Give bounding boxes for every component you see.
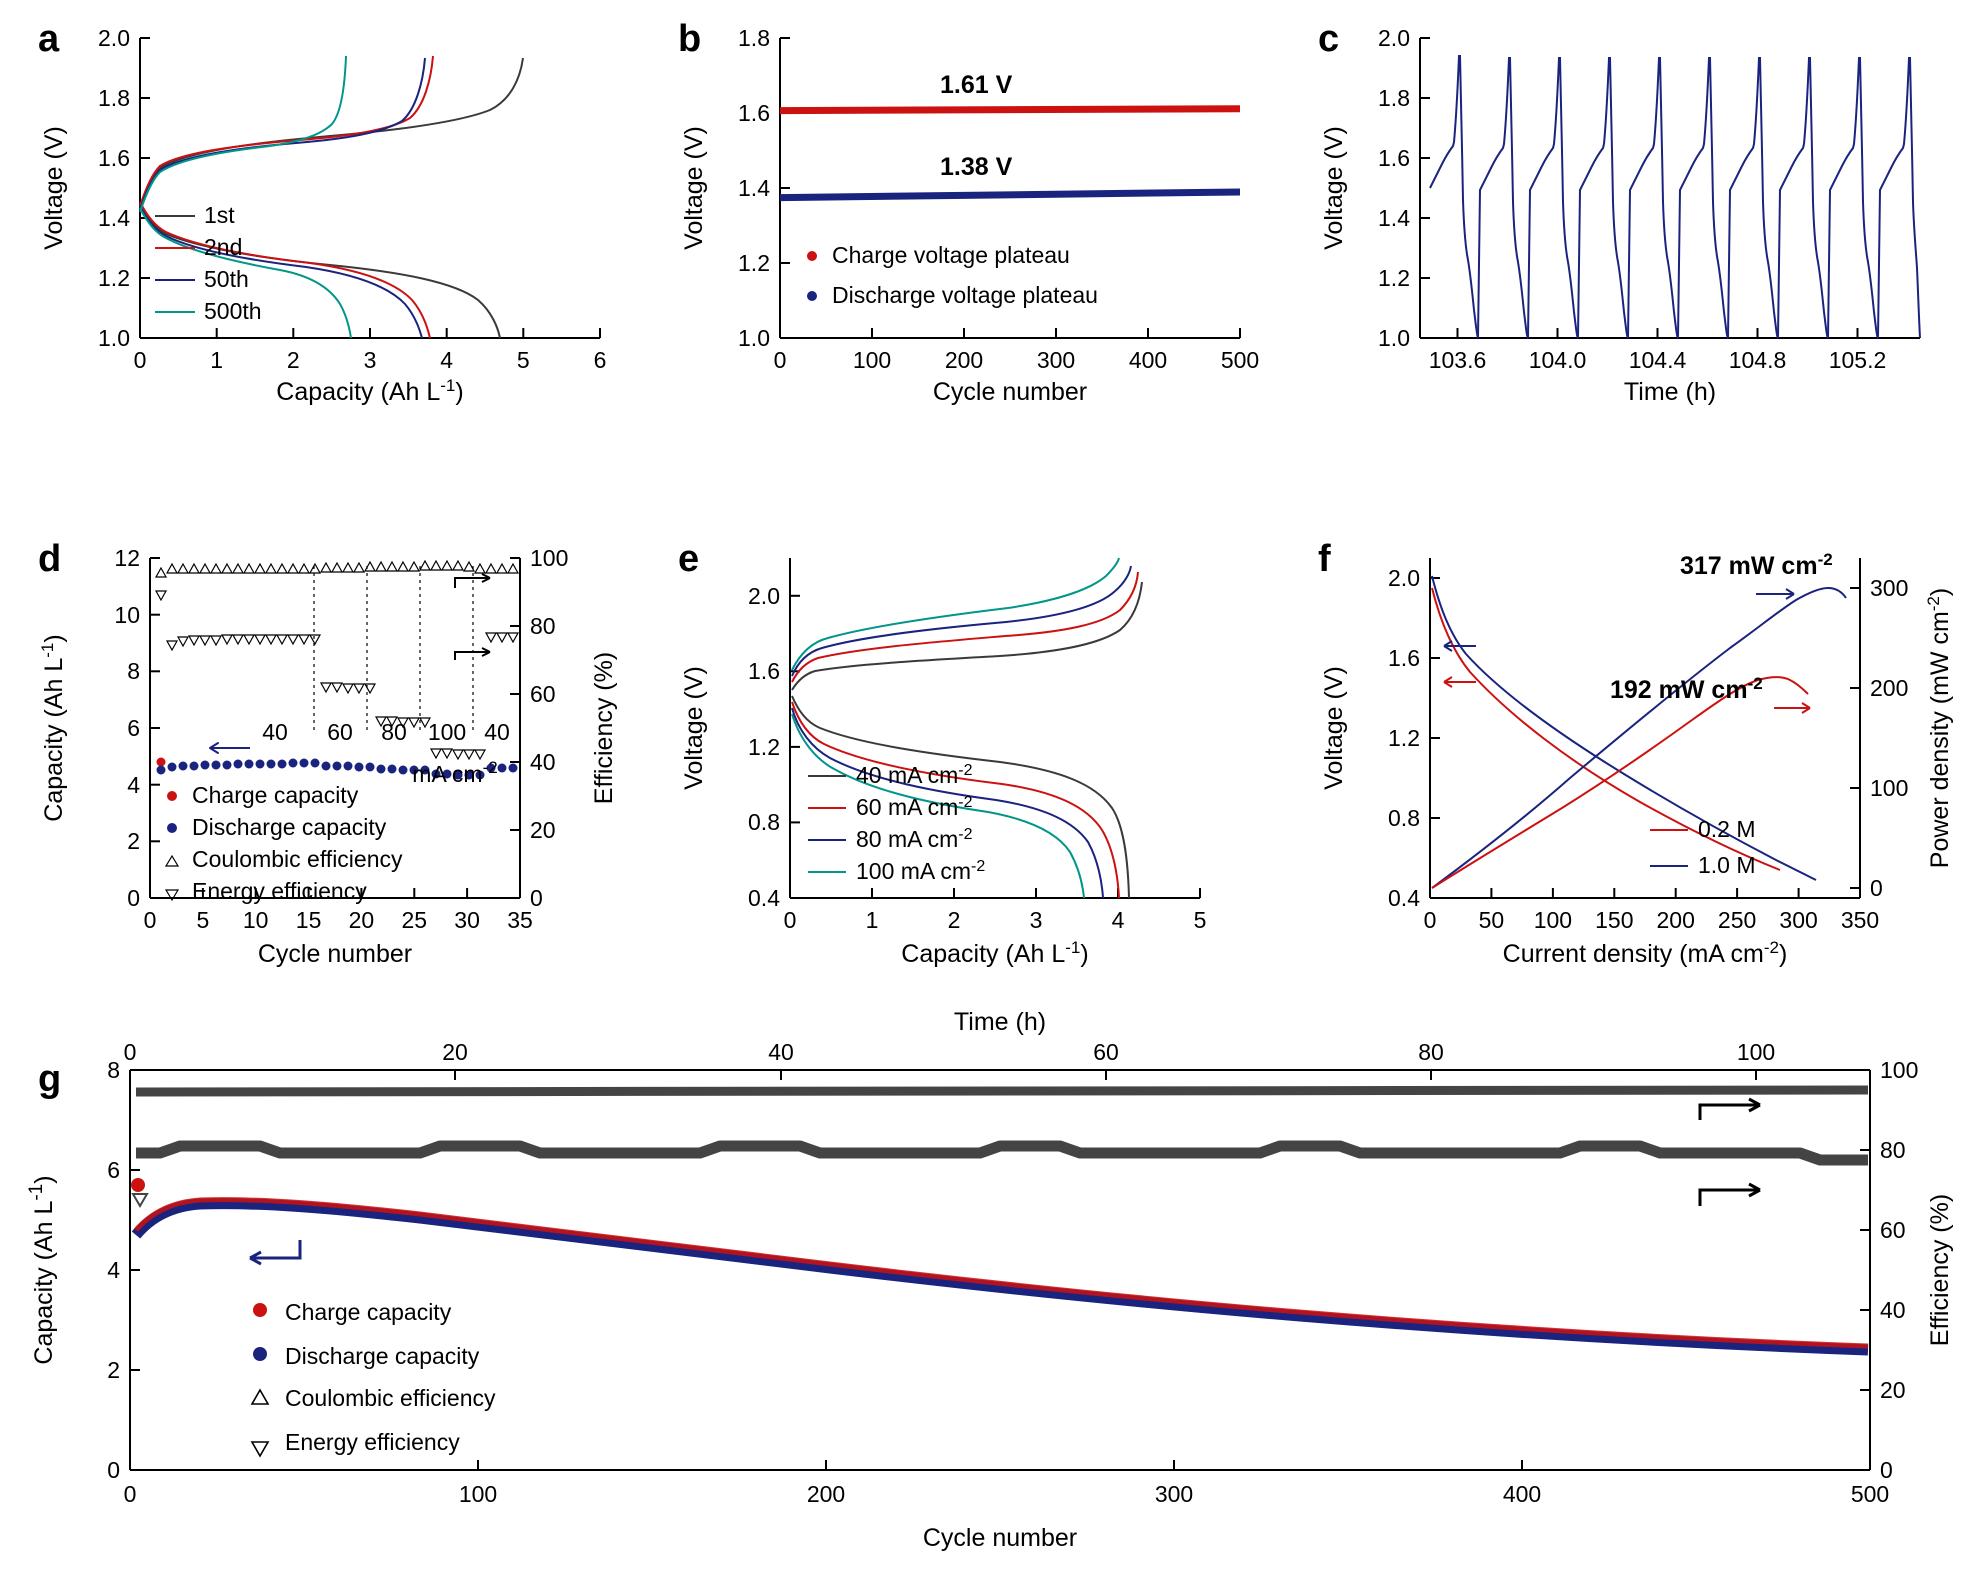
panel-f-legend-0: 0.2 M (1698, 816, 1756, 842)
panel-d-ytick-1: 2 (127, 828, 140, 854)
panel-a-ytick-0: 1.0 (98, 325, 130, 351)
panel-d-xtick-1: 5 (196, 907, 210, 933)
panel-f-ytick-2: 1.2 (1388, 725, 1420, 751)
panel-f-legend-1: 1.0 M (1698, 852, 1756, 878)
panel-a-xtick-0: 0 (133, 347, 147, 373)
panel-c (1280, 0, 1980, 406)
panel-b-legend-1: Discharge voltage plateau (832, 282, 1098, 308)
panel-d-ytick-5: 10 (114, 602, 140, 628)
panel-f-xlabel: Current density (mA $cm^{-2}$) (1502, 937, 1788, 968)
panel-d-legend-1: Discharge capacity (192, 814, 387, 840)
panel-g-xtick-1: 100 (458, 1481, 498, 1507)
panel-f-xtick-7: 350 (1840, 907, 1880, 933)
panel-g-label: g (38, 1058, 62, 1100)
panel-f-xtick-2: 100 (1533, 907, 1573, 933)
panel-d-legend-2: Coulombic efficiency (192, 846, 403, 872)
panel-b-xtick-5: 500 (1220, 347, 1260, 373)
panel-f-annotation-317: 317 mW $cm^{-2}$ (1680, 549, 1833, 580)
panel-f-xtick-5: 250 (1717, 907, 1757, 933)
panel-g-y2tick-5: 100 (1880, 1057, 1919, 1083)
panel-d-y2tick-1: 20 (530, 817, 556, 843)
panel-g-y2tick-2: 40 (1880, 1297, 1906, 1323)
panel-a-xlabel: Capacity (Ah $L^{-1}$) (276, 375, 464, 406)
panel-e-xtick-5: 5 (1193, 907, 1207, 933)
panel-d-xtick-2: 10 (242, 907, 269, 933)
panel-f-ytick-0: 0.4 (1388, 885, 1420, 911)
panel-a-ytick-2: 1.4 (98, 205, 130, 231)
panel-b-xtick-1: 100 (852, 347, 892, 373)
panel-g-xtick-3: 300 (1154, 1481, 1194, 1507)
panel-g-legend-0: Charge capacity (285, 1299, 452, 1325)
panel-b-xlabel: Cycle number (932, 378, 1088, 406)
panel-g-xtick-0: 0 (123, 1481, 137, 1507)
panel-e-ylabel: Voltage (V) (680, 666, 708, 790)
panel-g-xtick-top-3: 60 (1093, 1039, 1119, 1065)
panel-e-legend-2: 80 mA $cm^{-2}$ (856, 825, 973, 852)
panel-g-ytick-2: 4 (107, 1257, 120, 1283)
panel-b-ytick-4: 1.8 (738, 25, 770, 51)
panel-d-ytick-2: 4 (127, 772, 140, 798)
panel-c-ytick-3: 1.6 (1378, 145, 1410, 171)
panel-d-rate-4: 40 (484, 719, 510, 745)
panel-g-ytick-3: 6 (107, 1157, 120, 1183)
panel-a-xtick-1: 1 (210, 347, 224, 373)
panel-b-xtick-2: 200 (944, 347, 984, 373)
panel-b-ytick-2: 1.4 (738, 175, 770, 201)
panel-d-rate-unit: mA $cm^{-2}$ (412, 757, 498, 787)
panel-f-y2label: Power density (mW $cm^{-2}$) (1923, 587, 1954, 869)
panel-g-xtick-top-0: 0 (123, 1039, 137, 1065)
panel-c-ylabel: Voltage (V) (1320, 126, 1348, 250)
panel-d-xtick-3: 15 (295, 907, 322, 933)
panel-e-legend-3: 100 mA $cm^{-2}$ (856, 857, 986, 884)
panel-f-ytick-3: 1.6 (1388, 645, 1420, 671)
panel-c-ytick-5: 2.0 (1378, 25, 1410, 51)
panel-f (1280, 530, 1980, 980)
panel-g-legend-1: Discharge capacity (285, 1343, 480, 1369)
panel-g-xlabel-top: Time (h) (953, 1008, 1047, 1036)
panel-e-chart (640, 530, 1280, 980)
panel-a-xtick-4: 4 (440, 347, 454, 373)
panel-c-xtick-3: 104.8 (1728, 347, 1787, 373)
panel-g-xtick-top-5: 100 (1736, 1039, 1776, 1065)
panel-d-ylabel: Capacity (Ah $L^{-1}$) (37, 634, 68, 822)
panel-c-label: c (1318, 18, 1340, 60)
panel-a-xtick-6: 6 (593, 347, 607, 373)
panel-f-chart (1280, 530, 1980, 980)
panel-f-xtick-4: 200 (1656, 907, 1695, 933)
panel-d-xtick-4: 20 (348, 907, 375, 933)
panel-g-legend-2: Coulombic efficiency (285, 1385, 496, 1411)
panel-d-legend-0: Charge capacity (192, 782, 359, 808)
panel-g-xtick-2: 200 (806, 1481, 846, 1507)
panel-d-ytick-4: 8 (127, 658, 140, 684)
panel-e-legend-0: 40 mA $cm^{-2}$ (856, 761, 973, 788)
panel-f-label: f (1318, 538, 1331, 580)
panel-d-xtick-6: 30 (454, 907, 480, 933)
panel-e-xlabel: Capacity (Ah $L^{-1}$) (901, 937, 1089, 968)
panel-b-xtick-0: 0 (773, 347, 787, 373)
panel-g (0, 1010, 1981, 1587)
panel-d-chart (0, 530, 640, 980)
panel-a-ytick-5: 2.0 (98, 25, 130, 51)
panel-g-y2tick-0: 0 (1880, 1457, 1893, 1483)
panel-g-ytick-4: 8 (107, 1057, 120, 1083)
panel-e (640, 530, 1280, 980)
panel-g-xtick-top-1: 20 (442, 1039, 468, 1065)
panel-a-xtick-5: 5 (516, 347, 530, 373)
panel-d-y2tick-5: 100 (530, 545, 569, 571)
panel-f-xtick-6: 300 (1779, 907, 1818, 933)
panel-f-y2tick-2: 200 (1870, 675, 1909, 701)
panel-c-xtick-2: 104.4 (1628, 347, 1687, 373)
panel-d-xtick-0: 0 (143, 907, 157, 933)
panel-b-ytick-0: 1.0 (738, 325, 770, 351)
panel-b-chart (640, 0, 1280, 406)
panel-g-y2tick-4: 80 (1880, 1137, 1906, 1163)
panel-d-rate-0: 40 (262, 719, 288, 745)
panel-d-y2tick-2: 40 (530, 749, 556, 775)
panel-b-annotation-charge: 1.61 V (940, 71, 1013, 99)
panel-d-y2label: Efficiency (%) (590, 651, 618, 805)
panel-a-xtick-3: 3 (363, 347, 377, 373)
panel-e-label: e (678, 538, 700, 580)
panel-d-ytick-0: 0 (127, 885, 140, 911)
panel-b-ylabel: Voltage (V) (680, 126, 708, 250)
panel-a-legend-1: 2nd (204, 234, 243, 260)
panel-g-chart (0, 1010, 1981, 1587)
panel-e-ytick-3: 1.6 (748, 658, 780, 684)
panel-a-ytick-1: 1.2 (98, 265, 130, 291)
panel-b-annotation-discharge: 1.38 V (940, 153, 1013, 181)
panel-d-y2tick-3: 60 (530, 681, 556, 707)
panel-g-xtick-4: 400 (1502, 1481, 1542, 1507)
panel-a-legend-0: 1st (204, 202, 235, 228)
panel-g-y2tick-3: 60 (1880, 1217, 1906, 1243)
panel-g-xtick-top-4: 80 (1418, 1039, 1444, 1065)
panel-b-xtick-4: 400 (1128, 347, 1168, 373)
panel-b-legend-0: Charge voltage plateau (832, 242, 1070, 268)
panel-d (0, 530, 640, 980)
panel-d-xtick-5: 25 (401, 907, 428, 933)
panel-a-label: a (38, 18, 60, 60)
panel-d-rate-2: 80 (381, 719, 407, 745)
panel-g-ylabel: Capacity (Ah $L^{-1}$) (25, 1175, 58, 1365)
panel-c-ytick-0: 1.0 (1378, 325, 1410, 351)
panel-f-y2tick-0: 0 (1870, 875, 1883, 901)
panel-d-legend-3: Energy efficiency (192, 878, 367, 904)
panel-g-y2label: Efficiency (%) (1926, 1193, 1954, 1347)
panel-a-legend-3: 500th (204, 298, 262, 324)
panel-d-ytick-3: 6 (127, 715, 140, 741)
panel-f-xtick-3: 150 (1595, 907, 1634, 933)
panel-e-xtick-1: 1 (865, 907, 879, 933)
panel-a-ylabel: Voltage (V) (40, 126, 68, 250)
panel-g-xtick-5: 500 (1850, 1481, 1890, 1507)
panel-a-ytick-3: 1.6 (98, 145, 130, 171)
panel-d-rate-3: 100 (427, 719, 467, 745)
panel-c-xtick-1: 104.0 (1528, 347, 1587, 373)
panel-g-legend-3: Energy efficiency (285, 1429, 460, 1455)
panel-d-y2tick-0: 0 (530, 885, 543, 911)
panel-d-label: d (38, 538, 62, 580)
panel-e-ytick-0: 0.4 (748, 885, 780, 911)
panel-f-ylabel: Voltage (V) (1320, 666, 1348, 790)
panel-g-ytick-1: 2 (107, 1357, 120, 1383)
panel-a (0, 0, 640, 406)
panel-d-ytick-6: 12 (114, 545, 140, 571)
panel-g-xtick-top-2: 40 (768, 1039, 794, 1065)
panel-e-xtick-0: 0 (783, 907, 797, 933)
panel-b-ytick-1: 1.2 (738, 250, 770, 276)
panel-f-ytick-4: 2.0 (1388, 565, 1420, 591)
panel-a-ytick-4: 1.8 (98, 85, 130, 111)
panel-d-xtick-7: 35 (507, 907, 533, 933)
panel-g-xlabel: Cycle number (922, 1524, 1078, 1552)
panel-c-xtick-4: 105.2 (1828, 347, 1887, 373)
panel-b (640, 0, 1280, 406)
panel-c-chart (1280, 0, 1980, 406)
panel-c-xtick-0: 103.6 (1428, 347, 1487, 373)
panel-b-xtick-3: 300 (1036, 347, 1076, 373)
panel-e-ytick-4: 2.0 (748, 583, 780, 609)
panel-e-ytick-2: 1.2 (748, 734, 780, 760)
panel-c-xlabel: Time (h) (1623, 378, 1717, 406)
panel-a-chart (0, 0, 640, 406)
panel-d-rate-1: 60 (327, 719, 353, 745)
panel-a-xtick-2: 2 (286, 347, 300, 373)
panel-e-legend-1: 60 mA $cm^{-2}$ (856, 793, 973, 820)
panel-d-y2tick-4: 80 (530, 613, 556, 639)
panel-b-label: b (678, 18, 702, 60)
panel-c-ytick-4: 1.8 (1378, 85, 1410, 111)
panel-d-xlabel: Cycle number (257, 940, 413, 968)
panel-a-legend-2: 50th (204, 266, 249, 292)
panel-f-xtick-0: 0 (1423, 907, 1437, 933)
panel-e-xtick-2: 2 (947, 907, 961, 933)
panel-f-y2tick-3: 300 (1870, 575, 1909, 601)
panel-c-ytick-2: 1.4 (1378, 205, 1410, 231)
panel-f-ytick-1: 0.8 (1388, 805, 1420, 831)
panel-c-ytick-1: 1.2 (1378, 265, 1410, 291)
panel-f-annotation-192: 192 mW $cm^{-2}$ (1610, 673, 1763, 704)
panel-g-y2tick-1: 20 (1880, 1377, 1906, 1403)
panel-e-xtick-4: 4 (1111, 907, 1125, 933)
panel-e-ytick-1: 0.8 (748, 809, 780, 835)
panel-e-xtick-3: 3 (1029, 907, 1043, 933)
panel-b-ytick-3: 1.6 (738, 100, 770, 126)
panel-f-xtick-1: 50 (1478, 907, 1505, 933)
panel-g-ytick-0: 0 (107, 1457, 120, 1483)
panel-f-y2tick-1: 100 (1870, 775, 1909, 801)
